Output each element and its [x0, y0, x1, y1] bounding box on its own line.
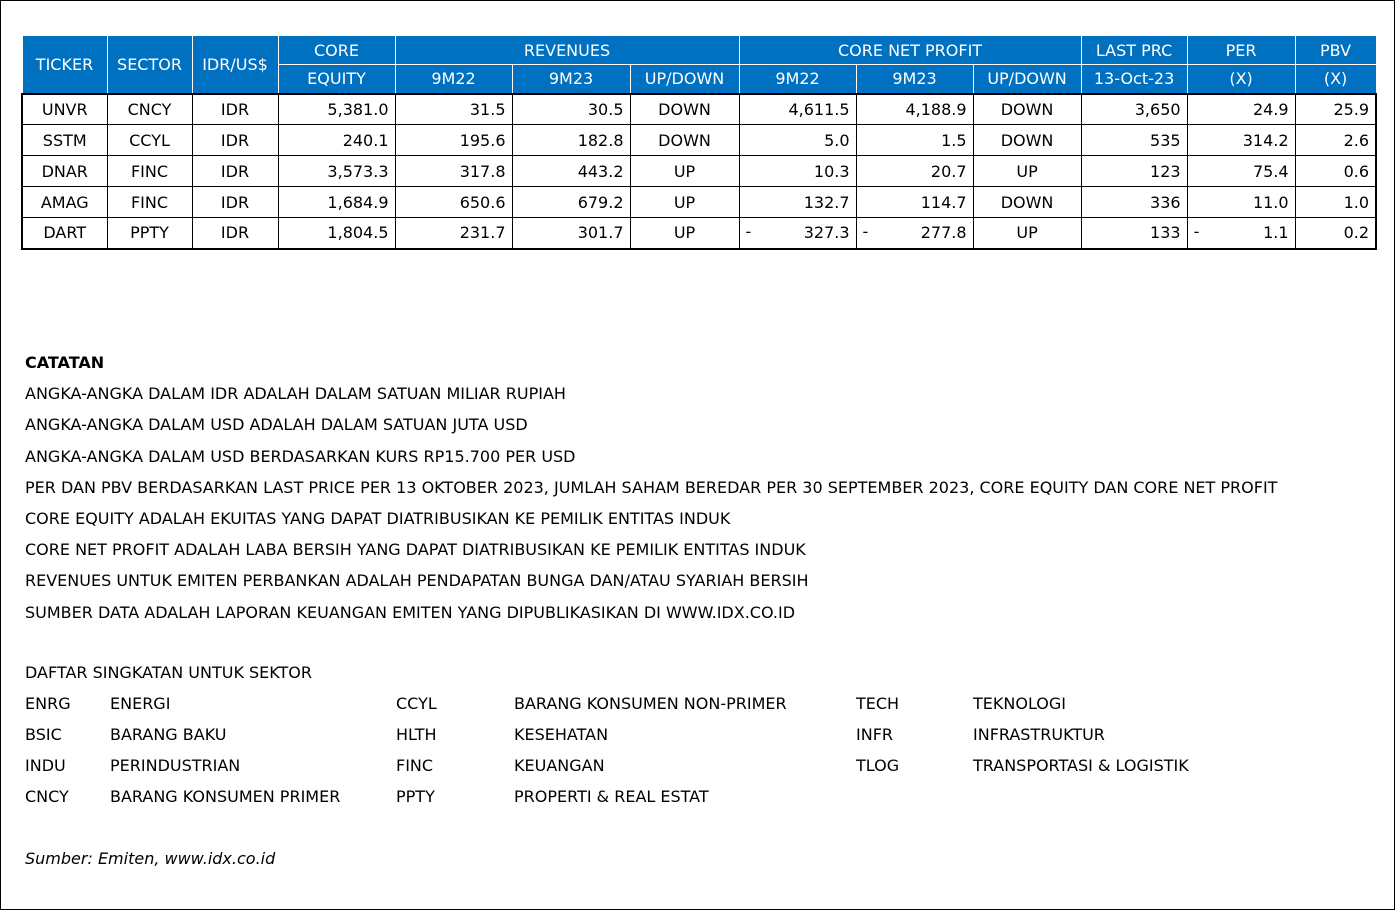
header-currency: IDR/US$	[192, 36, 278, 94]
sector-code: PPTY	[396, 787, 435, 806]
cell-core-equity: 3,573.3	[278, 156, 395, 187]
note-line: CORE EQUITY ADALAH EKUITAS YANG DAPAT DIATRIBUSIKAN KE PEMILIK ENTITAS INDUK	[25, 509, 731, 529]
sector-name: BARANG KONSUMEN NON-PRIMER	[514, 694, 787, 713]
header-ticker: TICKER	[22, 36, 107, 94]
sector-code: HLTH	[396, 725, 437, 744]
cell-pbv: 25.9	[1295, 94, 1376, 125]
cell-value: 75.4	[1252, 161, 1289, 181]
source-note: Sumber: Emiten, www.idx.co.id	[25, 849, 276, 868]
cell-rev-9m22: 195.6	[395, 125, 512, 156]
cell-rev-9m23: 679.2	[512, 187, 630, 218]
cell-np-9m22	[739, 94, 856, 125]
abbreviations-title: DAFTAR SINGKATAN UNTUK SEKTOR	[25, 663, 313, 682]
header-revenues: REVENUES	[395, 36, 739, 65]
cell-ticker: SSTM	[22, 125, 107, 156]
cell-pbv: 2.6	[1295, 125, 1376, 156]
cell-pbv: 1.0	[1295, 187, 1376, 218]
cell-per	[1187, 187, 1295, 218]
cell-rev-9m22: 231.7	[395, 218, 512, 249]
cell-sector: FINC	[107, 187, 192, 218]
cell-pbv: 0.2	[1295, 218, 1376, 249]
cell-ticker: UNVR	[22, 94, 107, 125]
cell-np-9m23	[856, 218, 973, 249]
cell-per	[1187, 218, 1295, 249]
sector-name: KESEHATAN	[514, 725, 609, 744]
cell-np-9m22	[739, 125, 856, 156]
sector-name: TRANSPORTASI & LOGISTIK	[973, 756, 1189, 775]
sector-code: TECH	[856, 694, 900, 713]
sector-name: BARANG BAKU	[110, 725, 227, 744]
cell-ticker: DART	[22, 218, 107, 249]
header-np-updown: UP/DOWN	[973, 65, 1081, 94]
cell-rev-9m23: 301.7	[512, 218, 630, 249]
note-line: SUMBER DATA ADALAH LAPORAN KEUANGAN EMITEN YANG DIPUBLIKASIKAN DI WWW.IDX.CO.ID	[25, 602, 796, 622]
table-row	[22, 218, 1376, 249]
sector-name: PERINDUSTRIAN	[110, 756, 241, 775]
cell-currency: IDR	[192, 156, 278, 187]
note-line: ANGKA-ANGKA DALAM USD ADALAH DALAM SATUAN JUTA USD	[25, 415, 528, 435]
header-np-9m22: 9M22	[739, 65, 856, 94]
sector-name: TEKNOLOGI	[973, 694, 1066, 713]
header-sector: SECTOR	[107, 36, 192, 94]
note-line: PER DAN PBV BERDASARKAN LAST PRICE PER 13 OKTOBER 2023, JUMLAH SAHAM BEREDAR PER 30 SEPTEMBER 2023, CORE EQUITY DAN CORE NET PROFIT	[25, 477, 1278, 497]
negative-sign: -	[862, 222, 869, 241]
header-per-unit: (X)	[1187, 65, 1295, 94]
cell-sector: CNCY	[107, 94, 192, 125]
cell-value: 1.5	[941, 130, 967, 150]
cell-sector: PPTY	[107, 218, 192, 249]
sector-name: INFRASTRUKTUR	[973, 725, 1105, 744]
cell-last-price: 3,650	[1081, 94, 1187, 125]
cell-value: 277.8	[920, 223, 967, 243]
cell-np-9m23	[856, 187, 973, 218]
table-row	[22, 125, 1376, 156]
cell-rev-9m23: 30.5	[512, 94, 630, 125]
cell-currency: IDR	[192, 125, 278, 156]
cell-pbv: 0.6	[1295, 156, 1376, 187]
sector-name: ENERGI	[110, 694, 171, 713]
sector-code: FINC	[396, 756, 434, 775]
cell-rev-updown: DOWN	[630, 94, 739, 125]
header-pbv: PBV	[1295, 36, 1376, 65]
header-rev-updown: UP/DOWN	[630, 65, 739, 94]
sector-code: CCYL	[396, 694, 437, 713]
header-rev-9m22: 9M22	[395, 65, 512, 94]
cell-core-equity: 240.1	[278, 125, 395, 156]
sector-code: INFR	[856, 725, 894, 744]
cell-sector: FINC	[107, 156, 192, 187]
sector-code: BSIC	[25, 725, 62, 744]
sector-code: TLOG	[856, 756, 900, 775]
financial-table	[21, 35, 1377, 250]
cell-np-9m22	[739, 187, 856, 218]
header-last-prc-date: 13-Oct-23	[1081, 65, 1187, 94]
cell-core-equity: 5,381.0	[278, 94, 395, 125]
cell-value: 314.2	[1242, 130, 1289, 150]
cell-rev-updown: UP	[630, 156, 739, 187]
sector-code: INDU	[25, 756, 66, 775]
sector-name: BARANG KONSUMEN PRIMER	[110, 787, 341, 806]
table-row	[22, 94, 1376, 125]
cell-rev-9m22: 317.8	[395, 156, 512, 187]
cell-last-price: 535	[1081, 125, 1187, 156]
header-last-prc: LAST PRC	[1081, 36, 1187, 65]
cell-value: 327.3	[803, 223, 850, 243]
note-line: CORE NET PROFIT ADALAH LABA BERSIH YANG DAPAT DIATRIBUSIKAN KE PEMILIK ENTITAS INDUK	[25, 540, 806, 560]
cell-np-updown: UP	[973, 156, 1081, 187]
note-line: ANGKA-ANGKA DALAM USD BERDASARKAN KURS RP15.700 PER USD	[25, 446, 576, 466]
header-rev-9m23: 9M23	[512, 65, 630, 94]
cell-sector: CCYL	[107, 125, 192, 156]
cell-np-updown: DOWN	[973, 94, 1081, 125]
cell-value: 10.3	[813, 161, 850, 181]
table-body	[22, 94, 1376, 249]
cell-value: 11.0	[1252, 192, 1289, 212]
cell-value: 24.9	[1252, 99, 1289, 119]
cell-value: 114.7	[920, 192, 967, 212]
header-np-9m23: 9M23	[856, 65, 973, 94]
cell-np-9m22	[739, 156, 856, 187]
cell-ticker: AMAG	[22, 187, 107, 218]
cell-np-9m23	[856, 94, 973, 125]
cell-last-price: 123	[1081, 156, 1187, 187]
cell-currency: IDR	[192, 187, 278, 218]
cell-rev-updown: UP	[630, 187, 739, 218]
cell-np-9m23	[856, 125, 973, 156]
sector-name: KEUANGAN	[514, 756, 605, 775]
cell-core-equity: 1,684.9	[278, 187, 395, 218]
cell-rev-updown: UP	[630, 218, 739, 249]
cell-value: 132.7	[803, 192, 850, 212]
header-equity: EQUITY	[278, 65, 395, 94]
cell-rev-updown: DOWN	[630, 125, 739, 156]
cell-per	[1187, 94, 1295, 125]
cell-rev-9m23: 182.8	[512, 125, 630, 156]
sector-code: ENRG	[25, 694, 71, 713]
cell-value: 4,188.9	[905, 99, 967, 119]
cell-per	[1187, 156, 1295, 187]
cell-per	[1187, 125, 1295, 156]
cell-rev-9m23: 443.2	[512, 156, 630, 187]
cell-np-updown: DOWN	[973, 125, 1081, 156]
table-row	[22, 156, 1376, 187]
sector-code: CNCY	[25, 787, 69, 806]
cell-value: 1.1	[1263, 223, 1289, 243]
header-core-net-profit: CORE NET PROFIT	[739, 36, 1081, 65]
cell-last-price: 133	[1081, 218, 1187, 249]
cell-rev-9m22: 31.5	[395, 94, 512, 125]
cell-ticker: DNAR	[22, 156, 107, 187]
cell-last-price: 336	[1081, 187, 1187, 218]
header-pbv-unit: (X)	[1295, 65, 1376, 94]
table-header	[22, 36, 1376, 94]
cell-value: 5.0	[824, 130, 850, 150]
cell-rev-9m22: 650.6	[395, 187, 512, 218]
cell-core-equity: 1,804.5	[278, 218, 395, 249]
negative-sign: -	[745, 222, 752, 241]
cell-currency: IDR	[192, 94, 278, 125]
cell-np-9m23	[856, 156, 973, 187]
header-core: CORE	[278, 36, 395, 65]
negative-sign: -	[1193, 222, 1200, 241]
cell-np-9m22	[739, 218, 856, 249]
cell-np-updown: DOWN	[973, 187, 1081, 218]
sector-name: PROPERTI & REAL ESTAT	[514, 787, 709, 806]
header-per: PER	[1187, 36, 1295, 65]
notes-section	[25, 347, 1277, 628]
cell-np-updown: UP	[973, 218, 1081, 249]
note-line: REVENUES UNTUK EMITEN PERBANKAN ADALAH PENDAPATAN BUNGA DAN/ATAU SYARIAH BERSIH	[25, 571, 809, 591]
table-row	[22, 187, 1376, 218]
cell-currency: IDR	[192, 218, 278, 249]
cell-value: 20.7	[930, 161, 967, 181]
note-line: ANGKA-ANGKA DALAM IDR ADALAH DALAM SATUAN MILIAR RUPIAH	[25, 384, 566, 404]
cell-value: 4,611.5	[788, 99, 850, 119]
notes-heading: CATATAN	[25, 353, 105, 372]
